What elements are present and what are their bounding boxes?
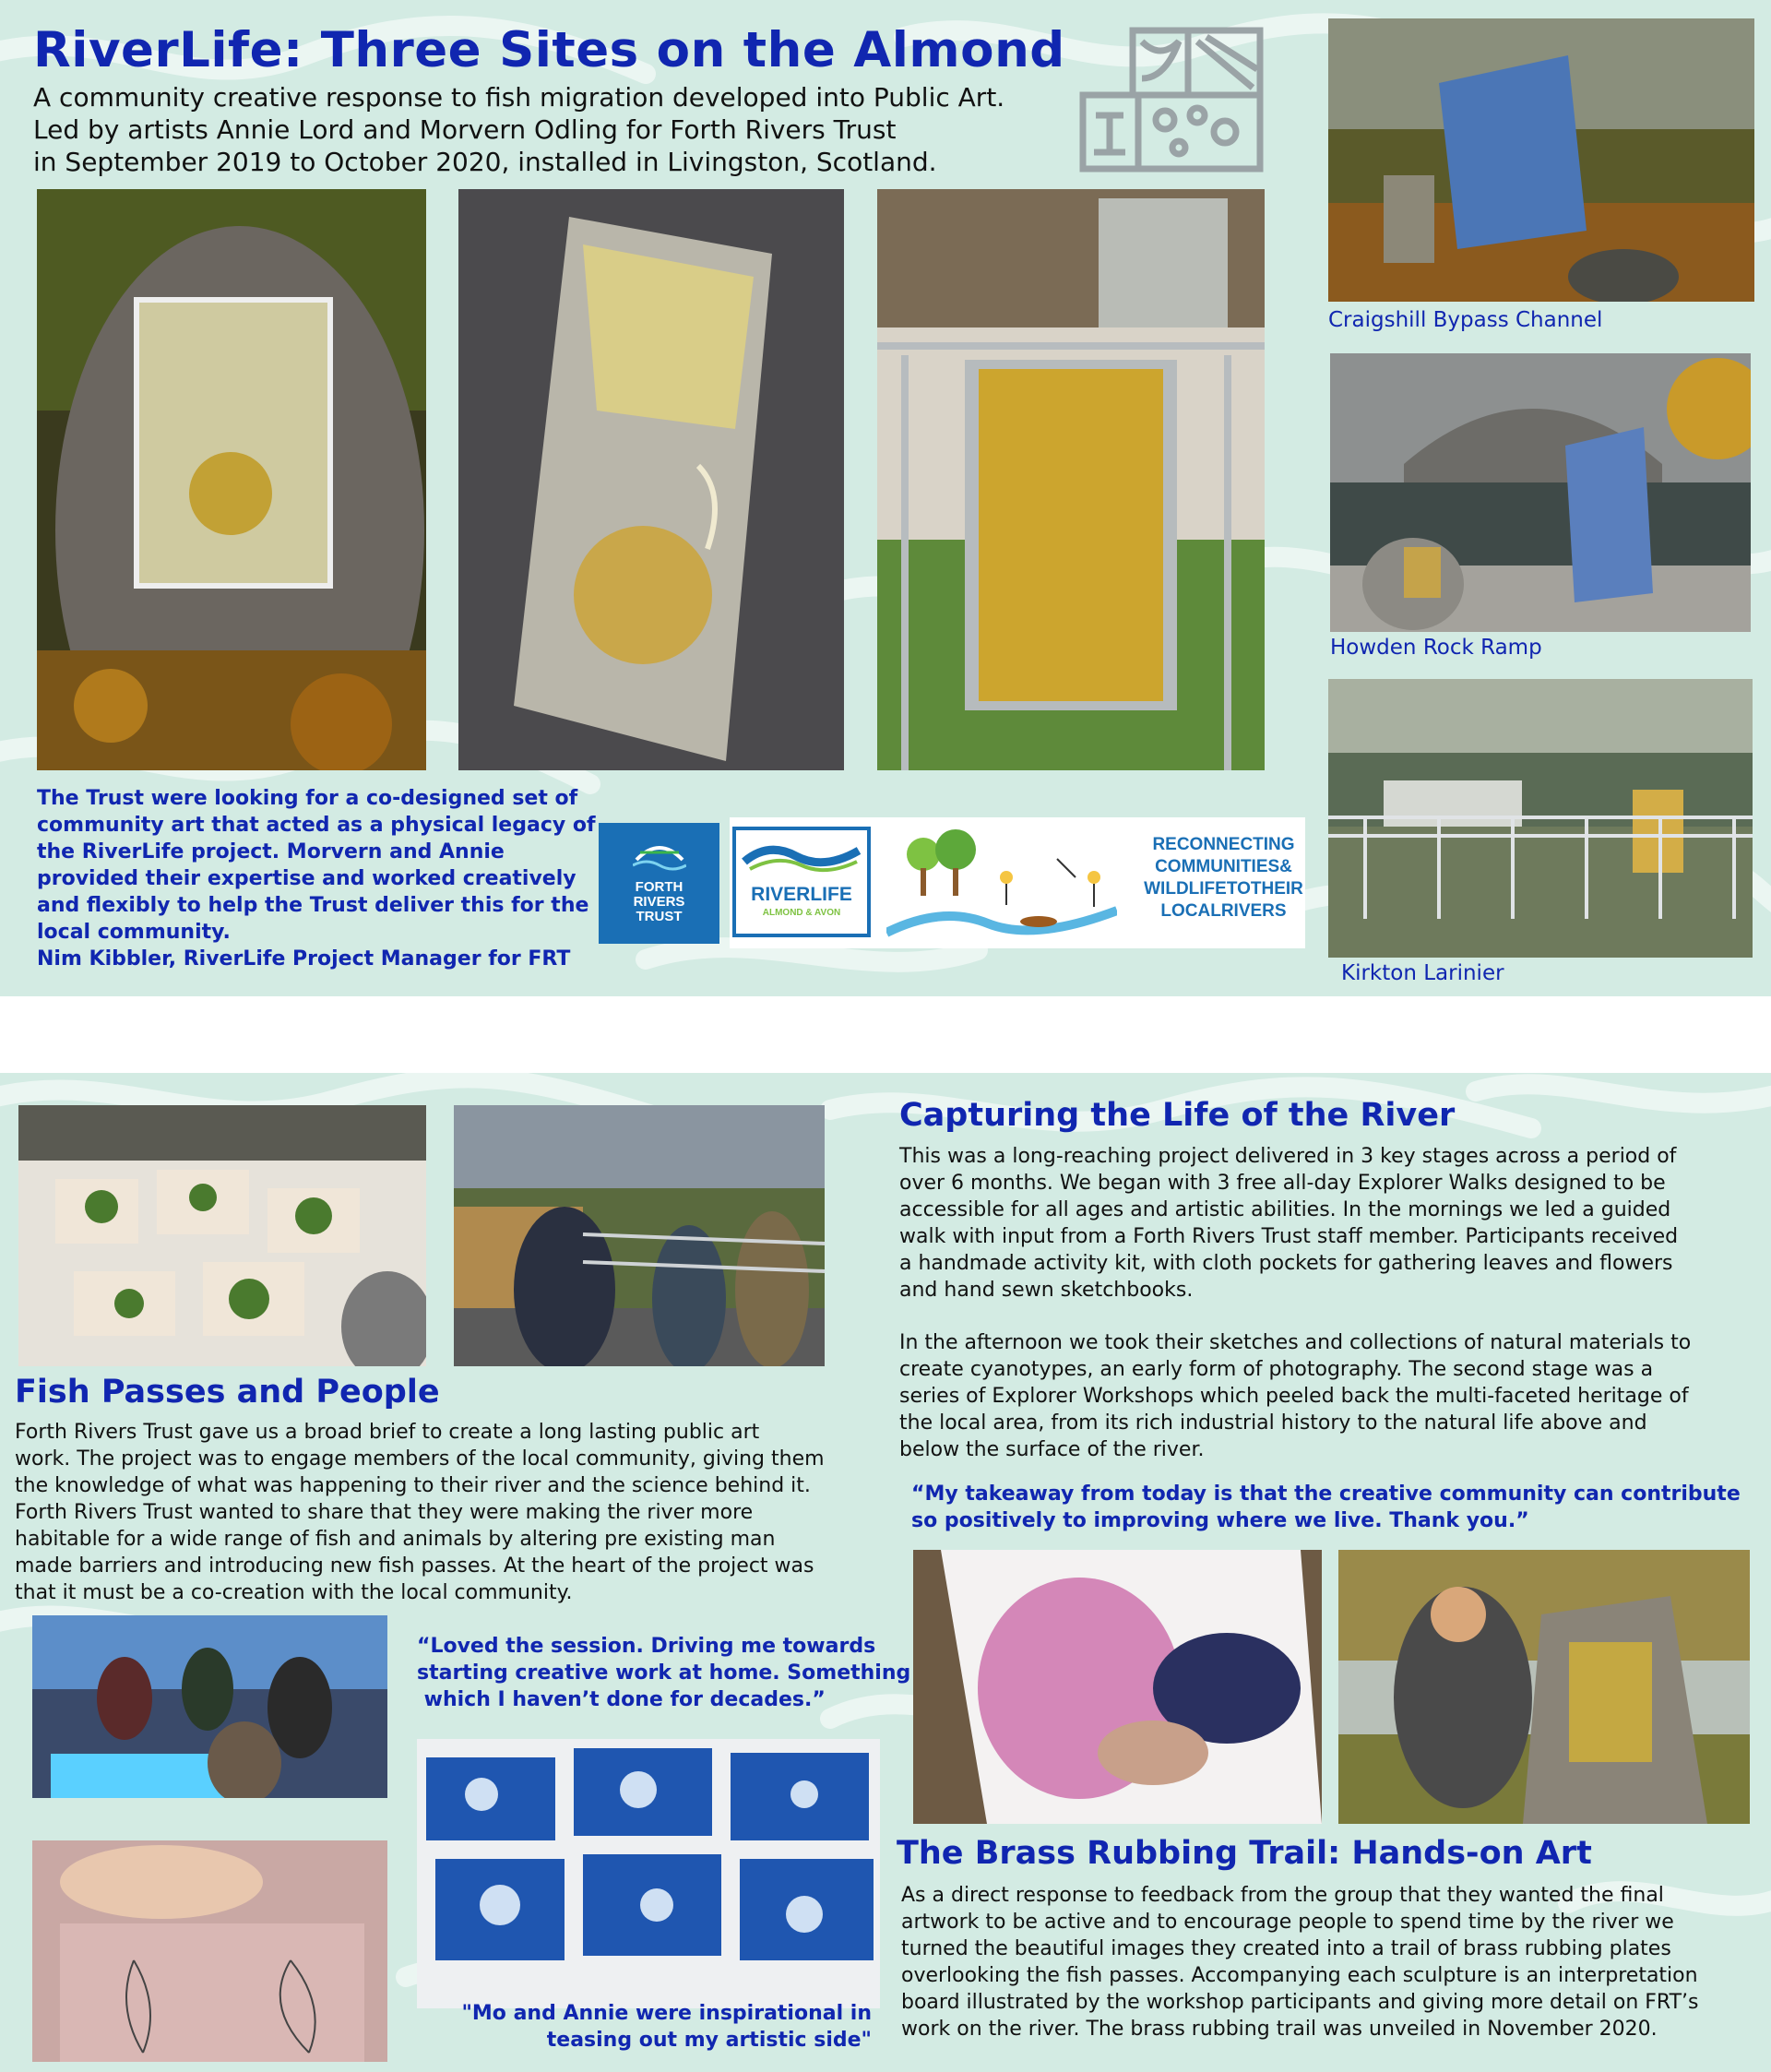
body-line: a handmade activity kit, with cloth pockets for gathering leaves and flowers xyxy=(899,1252,1673,1275)
quote-line: “My takeaway from today is that the creative community can contribute xyxy=(911,1483,1741,1506)
body-line: This was a long-reaching project delivered in 3 key stages across a period of xyxy=(899,1145,1677,1168)
testimonial-line: The Trust were looking for a co-designed set of xyxy=(37,787,578,810)
body-line: walk with input from a Forth Rivers Trust staff member. Participants received xyxy=(899,1225,1679,1248)
testimonial-attribution: Nim Kibbler, RiverLife Project Manager for FRT xyxy=(37,947,571,971)
capturing-body-2 xyxy=(899,1329,1691,1463)
kirkton-photo xyxy=(1328,679,1753,958)
brass-plate-photo-1 xyxy=(37,189,426,770)
body-line: work. The project was to engage members of the local community, giving them xyxy=(15,1447,825,1471)
capturing-heading: Capturing the Life of the River xyxy=(899,1097,1456,1134)
quote-line: so positively to improving where we live. Thank you.” xyxy=(911,1509,1529,1532)
riverlife-logo xyxy=(732,827,871,937)
testimonial-line: community art that acted as a physical legacy of xyxy=(37,814,596,837)
capturing-body-1 xyxy=(899,1143,1678,1304)
fish-passes-heading: Fish Passes and People xyxy=(15,1374,440,1411)
top-panel xyxy=(0,0,1771,996)
intro-line: in September 2019 to October 2020, installed in Livingston, Scotland. xyxy=(33,147,937,177)
frt-logo-line: FORTH xyxy=(635,879,683,895)
body-line: Forth Rivers Trust wanted to share that they were making the river more xyxy=(15,1501,754,1524)
intro-line: Led by artists Annie Lord and Morvern Odling for Forth Rivers Trust xyxy=(33,114,897,145)
body-line: overlooking the fish passes. Accompanying each sculpture is an interpretation xyxy=(901,1964,1698,1987)
artist-rubbing-photo xyxy=(1338,1550,1750,1824)
intro-line: A community creative response to fish migration developed into Public Art. xyxy=(33,82,1005,113)
page-title: RiverLife: Three Sites on the Almond xyxy=(33,22,1065,78)
testimonial-line: the RiverLife project. Morvern and Annie xyxy=(37,840,505,863)
howden-photo xyxy=(1330,353,1751,632)
bottom-panel xyxy=(0,1073,1771,2072)
site-caption-howden: Howden Rock Ramp xyxy=(1330,636,1542,660)
testimonial-line: local community. xyxy=(37,921,231,944)
explorer-walk-photo xyxy=(454,1105,825,1366)
testimonial-line: provided their expertise and worked creatively xyxy=(37,867,576,890)
body-line: artwork to be active and to encourage people to spend time by the river we xyxy=(901,1911,1674,1934)
testimonial-line: and flexibly to help the Trust deliver this for the xyxy=(37,894,589,917)
site-caption-kirkton: Kirkton Larinier xyxy=(1341,961,1504,985)
frt-logo xyxy=(599,823,719,944)
body-line: over 6 months. We began with 3 free all-day Explorer Walks designed to be xyxy=(899,1172,1666,1195)
fish-passes-body xyxy=(15,1419,825,1606)
river-wave-icon xyxy=(741,838,862,875)
body-line: habitable for a wide range of fish and animals by altering pre existing man xyxy=(15,1528,776,1551)
body-line: Forth Rivers Trust gave us a broad brief to create a long lasting public art xyxy=(15,1421,760,1444)
partner-banner xyxy=(730,817,1305,948)
participant-quote-2 xyxy=(452,2000,872,2054)
river-illustration xyxy=(886,822,1117,944)
slogan-line: WILDLIFETOTHEIR xyxy=(1144,879,1303,899)
quote-line: “Loved the session. Driving me towards xyxy=(417,1635,876,1658)
body-line: the knowledge of what was happening to their river and the science behind it. xyxy=(15,1474,811,1497)
body-line: create cyanotypes, an early form of photography. The second stage was a xyxy=(899,1358,1654,1381)
frt-logo-line: TRUST xyxy=(636,909,683,924)
takeaway-quote xyxy=(911,1481,1741,1534)
workshop-group-photo xyxy=(32,1615,387,1798)
frt-bridge-icon xyxy=(633,834,686,871)
slogan-line: COMMUNITIES& xyxy=(1155,857,1292,876)
frt-logo-line: RIVERS xyxy=(633,894,685,910)
reconnecting-slogan xyxy=(1143,834,1304,923)
participant-quote-1 xyxy=(417,1633,910,1713)
site-caption-craigshill: Craigshill Bypass Channel xyxy=(1328,308,1603,332)
body-line: the local area, from its rich industrial history to the natural life above and xyxy=(899,1411,1647,1435)
quote-line: starting creative work at home. Something xyxy=(417,1661,911,1685)
body-line: made barriers and introducing new fish passes. At the heart of the project was xyxy=(15,1554,814,1578)
project-sketch-logo xyxy=(1077,23,1266,175)
quote-line: "Mo and Annie were inspirational in xyxy=(461,2002,872,2025)
body-line: series of Explorer Workshops which peeled back the multi-faceted heritage of xyxy=(899,1385,1689,1408)
quote-line: teasing out my artistic side" xyxy=(546,2029,872,2052)
body-line: and hand sewn sketchbooks. xyxy=(899,1279,1194,1302)
body-line: board illustrated by the workshop participants and giving more detail on FRT’s xyxy=(901,1991,1699,2014)
intro-text xyxy=(33,81,1004,178)
brass-plate-photo-2 xyxy=(458,189,844,770)
brass-trail-heading: The Brass Rubbing Trail: Hands-on Art xyxy=(897,1835,1592,1872)
body-line: accessible for all ages and artistic abilities. In the mornings we led a guided xyxy=(899,1198,1671,1221)
brass-trail-body xyxy=(901,1882,1699,2042)
riverlife-name: RIVERLIFE xyxy=(751,884,852,905)
body-line: work on the river. The brass rubbing trail was unveiled in November 2020. xyxy=(901,2018,1658,2041)
quote-line: which I haven’t done for decades.” xyxy=(417,1688,826,1711)
slogan-line: LOCALRIVERS xyxy=(1160,901,1287,921)
trust-testimonial xyxy=(37,785,596,972)
riverlife-sub: ALMOND & AVON xyxy=(762,908,841,918)
brass-plate-photo-3 xyxy=(877,189,1265,770)
craigshill-photo xyxy=(1328,18,1754,302)
body-line: turned the beautiful images they created into a trail of brass rubbing plates xyxy=(901,1937,1671,1960)
sketch-drawing-photo xyxy=(32,1840,387,2062)
body-line: As a direct response to feedback from the group that they wanted the final xyxy=(901,1884,1664,1907)
body-line: that it must be a co-creation with the local community. xyxy=(15,1581,573,1604)
body-line: In the afternoon we took their sketches and collections of natural materials to xyxy=(899,1331,1692,1354)
slogan-line: RECONNECTING xyxy=(1152,835,1295,854)
body-line: below the surface of the river. xyxy=(899,1438,1205,1461)
cyanotype-prints-photo xyxy=(417,1739,880,2008)
brass-rubbing-closeup-photo xyxy=(913,1550,1322,1824)
workshop-table-photo xyxy=(18,1105,426,1366)
